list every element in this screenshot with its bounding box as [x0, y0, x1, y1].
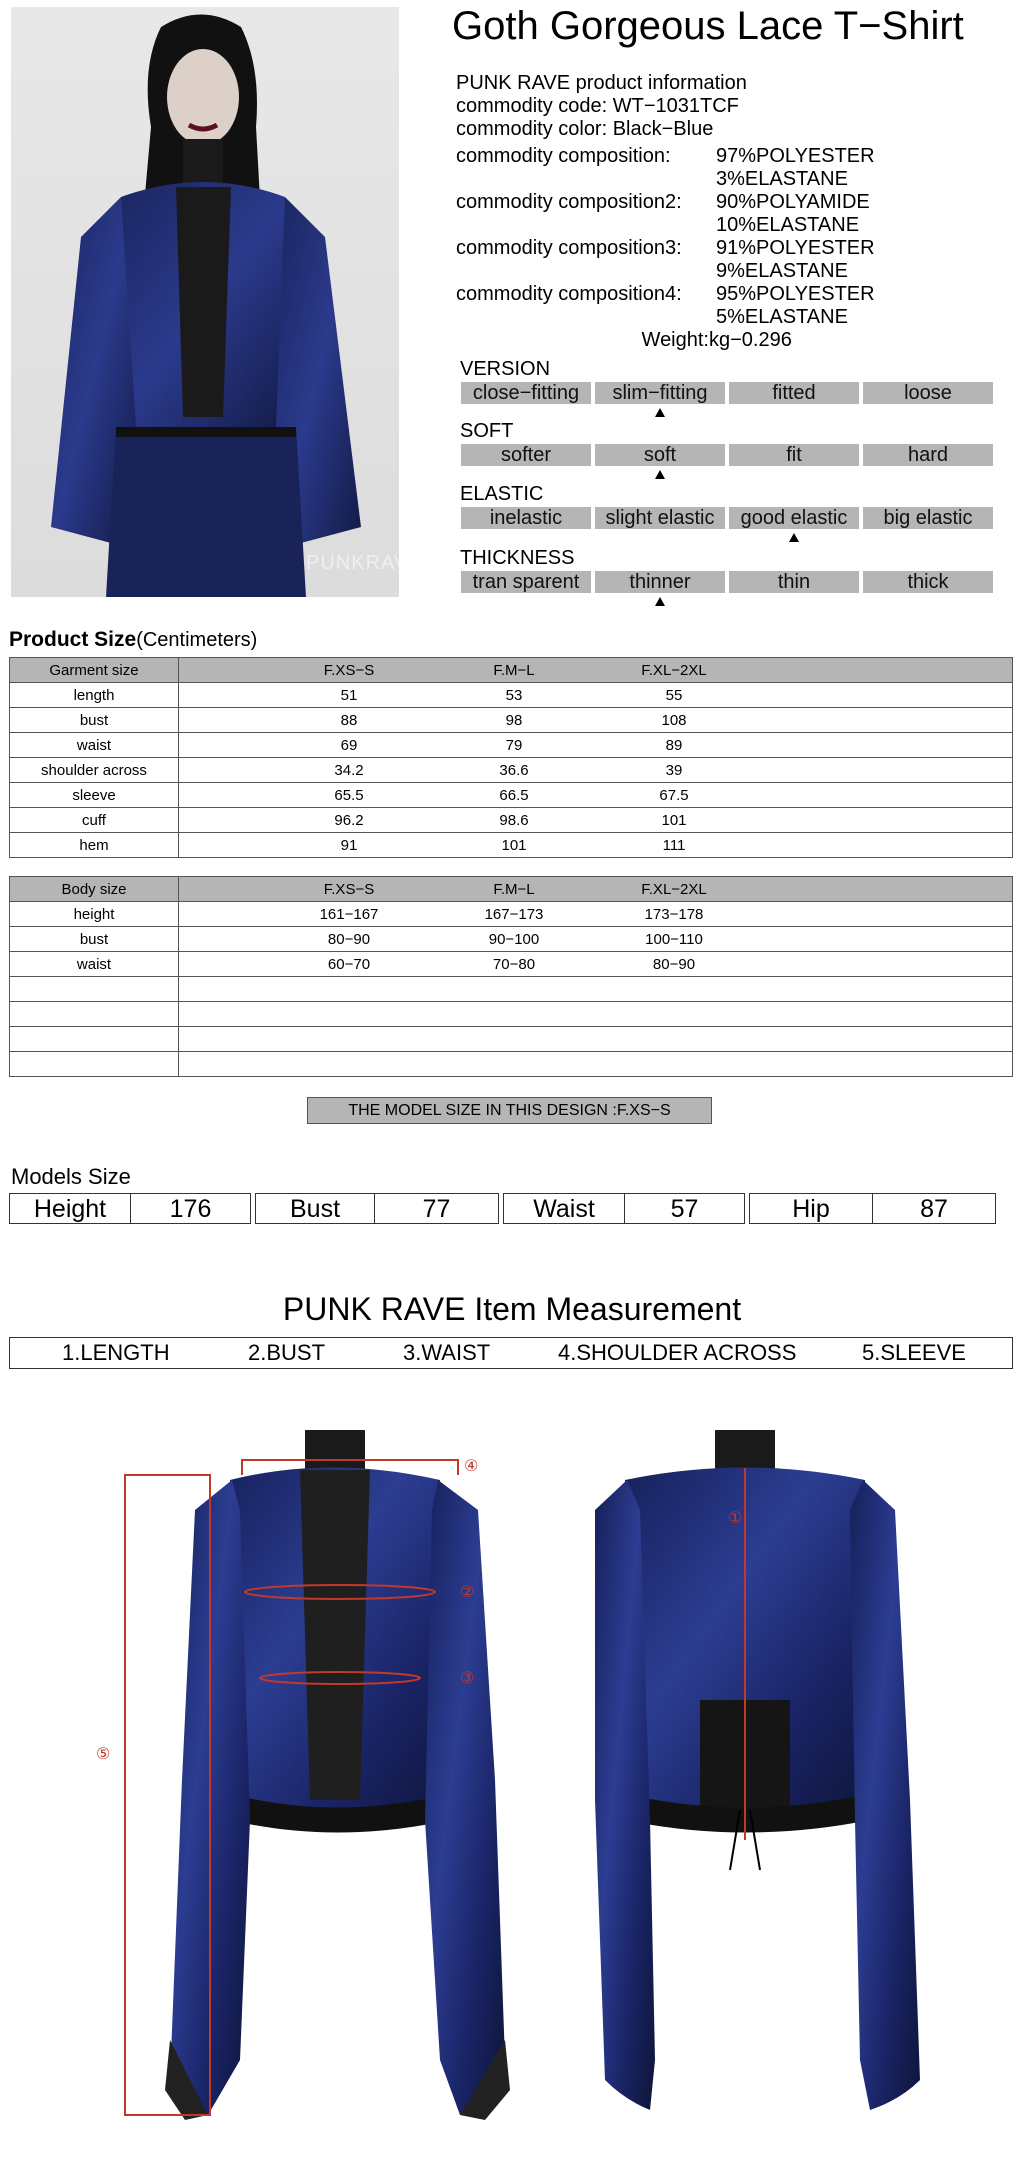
table-cell-group — [179, 683, 1013, 708]
table-cell: 53 — [505, 686, 523, 704]
model-measure-value: 87 — [873, 1193, 996, 1224]
model-measure — [749, 1193, 996, 1224]
table-cell: 88 — [340, 711, 358, 729]
table-cell-group — [179, 977, 1013, 1002]
scale-option: fitted — [729, 382, 859, 404]
table-cell: bust — [10, 708, 179, 733]
composition-label: commodity composition: — [456, 145, 671, 167]
table-cell: 98.6 — [499, 811, 529, 829]
composition-value: 5%ELASTANE — [716, 306, 848, 328]
table-row — [10, 808, 1013, 833]
marker-5: ⑤ — [96, 1746, 111, 1763]
attribute-scale — [461, 382, 993, 404]
table-cell-group — [179, 783, 1013, 808]
scale-option: loose — [863, 382, 993, 404]
models-size-title: Models Size — [11, 1164, 131, 1189]
table-cell: F.XS−S — [323, 661, 375, 679]
table-cell: 101 — [661, 811, 687, 829]
table-cell: bust — [10, 927, 179, 952]
table-cell-group — [179, 658, 1013, 683]
product-size-heading — [9, 628, 257, 652]
model-measure-value: 77 — [375, 1193, 499, 1224]
table-cell-group — [179, 952, 1013, 977]
table-cell: 79 — [505, 736, 523, 754]
scale-option: tran sparent — [461, 571, 591, 593]
table-cell: cuff — [10, 808, 179, 833]
table-cell-group — [179, 733, 1013, 758]
table-cell-group — [179, 1002, 1013, 1027]
composition-row — [456, 283, 875, 329]
table-cell: 36.6 — [499, 761, 529, 779]
table-cell: height — [10, 902, 179, 927]
table-cell: 80−90 — [652, 955, 696, 973]
measurement-item: 2.BUST — [248, 1340, 326, 1365]
table-row — [10, 1052, 1013, 1077]
table-cell: 65.5 — [334, 786, 364, 804]
attribute-scale — [461, 507, 993, 529]
table-cell: 90−100 — [488, 930, 540, 948]
scale-option: slim−fitting — [595, 382, 725, 404]
measurement-legend — [9, 1337, 1013, 1369]
table-cell — [10, 977, 179, 1002]
composition-value: 90%POLYAMIDE — [716, 191, 870, 213]
table-cell-group — [179, 877, 1013, 902]
composition-value: 95%POLYESTER — [716, 283, 875, 305]
attribute-scale — [461, 571, 993, 593]
product-size-unit: (Centimeters) — [136, 629, 258, 651]
table-cell: 89 — [665, 736, 683, 754]
table-cell-group — [179, 758, 1013, 783]
table-cell: sleeve — [10, 783, 179, 808]
table-row — [10, 1002, 1013, 1027]
composition-value: 9%ELASTANE — [716, 260, 848, 282]
table-header-row — [10, 658, 1013, 683]
composition-value: 3%ELASTANE — [716, 168, 848, 190]
scale-option: thick — [863, 571, 993, 593]
composition-block — [456, 145, 875, 329]
table-cell-group — [179, 902, 1013, 927]
scale-option: inelastic — [461, 507, 591, 529]
code-value: WT−1031TCF — [612, 95, 739, 117]
scale-option: big elastic — [863, 507, 993, 529]
weight-label: Weight: — [641, 329, 709, 351]
garment-diagram — [0, 1400, 1024, 2154]
table-row — [10, 927, 1013, 952]
measurement-diagram — [0, 1400, 1024, 2154]
marker-3: ③ — [460, 1670, 475, 1687]
table-cell: 96.2 — [334, 811, 364, 829]
scale-option: slight elastic — [595, 507, 725, 529]
table-cell-group — [179, 833, 1013, 858]
table-cell: 98 — [505, 711, 523, 729]
table-cell: 101 — [501, 836, 527, 854]
table-cell: waist — [10, 952, 179, 977]
composition-row — [456, 191, 875, 237]
composition-value: 97%POLYESTER — [716, 145, 875, 167]
table-cell: 80−90 — [327, 930, 371, 948]
selected-marker-icon — [655, 597, 665, 606]
attribute-scale — [461, 444, 993, 466]
marker-4: ④ — [464, 1458, 479, 1475]
scale-option: softer — [461, 444, 591, 466]
table-cell: 51 — [340, 686, 358, 704]
model-measure — [9, 1193, 251, 1224]
measurement-title: PUNK RAVE Item Measurement — [282, 1291, 742, 1327]
table-cell: 66.5 — [499, 786, 529, 804]
table-cell: 69 — [340, 736, 358, 754]
composition-label: commodity composition4: — [456, 283, 682, 305]
measurement-item: 3.WAIST — [403, 1340, 491, 1365]
selected-marker-icon — [655, 408, 665, 417]
model-measure — [503, 1193, 745, 1224]
product-size-title: Product Size — [9, 628, 137, 651]
attribute-title: THICKNESS — [460, 547, 575, 569]
table-cell: F.M−L — [493, 880, 535, 898]
table-cell — [10, 1027, 179, 1052]
table-cell: 111 — [662, 836, 686, 854]
table-cell-group — [179, 708, 1013, 733]
models-size-row — [9, 1193, 996, 1224]
table-cell: 39 — [665, 761, 683, 779]
scale-option: soft — [595, 444, 725, 466]
table-row — [10, 708, 1013, 733]
composition-row — [456, 145, 875, 191]
product-info — [456, 72, 875, 352]
table-cell: F.M−L — [493, 661, 535, 679]
garment-size-table — [9, 657, 1013, 858]
scale-option: fit — [729, 444, 859, 466]
table-cell-group — [179, 1052, 1013, 1077]
model-measure-value: 176 — [131, 1193, 251, 1224]
scale-option: hard — [863, 444, 993, 466]
marker-2: ② — [460, 1584, 475, 1601]
selected-marker-icon — [655, 470, 665, 479]
photo-watermark: PUNKRAVE — [306, 552, 423, 574]
table-cell: 70−80 — [492, 955, 536, 973]
color-value: Black−Blue — [612, 118, 714, 140]
composition-value: 10%ELASTANE — [716, 214, 860, 236]
table-cell: 60−70 — [327, 955, 371, 973]
color-label: commodity color: — [456, 118, 608, 140]
table-cell: F.XL−2XL — [641, 880, 707, 898]
body-size-table — [9, 876, 1013, 1077]
table-cell: shoulder across — [10, 758, 179, 783]
front-view — [165, 1430, 510, 2120]
table-row — [10, 1027, 1013, 1052]
code-label: commodity code: — [456, 95, 608, 117]
table-cell: 67.5 — [659, 786, 689, 804]
model-measure-label: Waist — [503, 1193, 625, 1224]
table-cell: 34.2 — [334, 761, 364, 779]
table-cell: hem — [10, 833, 179, 858]
model-size-note: THE MODEL SIZE IN THIS DESIGN :F.XS−S — [307, 1097, 712, 1124]
table-cell: 100−110 — [645, 930, 703, 948]
model-measure — [255, 1193, 499, 1224]
table-cell: 173−178 — [644, 905, 704, 923]
measurement-item: 1.LENGTH — [62, 1340, 170, 1365]
table-row — [10, 733, 1013, 758]
table-row — [10, 783, 1013, 808]
composition-row — [456, 237, 875, 283]
info-heading: PUNK RAVE product information — [456, 72, 747, 94]
table-cell-group — [179, 808, 1013, 833]
table-cell — [10, 1052, 179, 1077]
table-cell: Garment size — [10, 658, 179, 683]
table-row — [10, 952, 1013, 977]
attribute-title: VERSION — [460, 358, 551, 380]
table-row — [10, 758, 1013, 783]
selected-marker-icon — [789, 533, 799, 542]
product-photo — [11, 7, 423, 597]
scale-option: thin — [729, 571, 859, 593]
table-cell: 91 — [340, 836, 358, 854]
table-cell: 167−173 — [484, 905, 544, 923]
table-cell: 161−167 — [319, 905, 379, 923]
table-row — [10, 683, 1013, 708]
table-row — [10, 977, 1013, 1002]
measurement-item: 4.SHOULDER ACROSS — [558, 1340, 797, 1365]
model-measure-label: Hip — [749, 1193, 873, 1224]
composition-value: 91%POLYESTER — [716, 237, 875, 259]
model-measure-value: 57 — [625, 1193, 745, 1224]
weight-value: kg−0.296 — [709, 329, 792, 351]
model-photo-illustration — [11, 7, 399, 597]
table-cell — [10, 1002, 179, 1027]
table-row — [10, 902, 1013, 927]
model-measure-label: Height — [9, 1193, 131, 1224]
composition-label: commodity composition2: — [456, 191, 682, 213]
scale-option: good elastic — [729, 507, 859, 529]
table-cell: F.XS−S — [323, 880, 375, 898]
back-view — [595, 1430, 920, 2110]
attribute-title: ELASTIC — [460, 483, 544, 505]
table-cell-group — [179, 927, 1013, 952]
table-cell: length — [10, 683, 179, 708]
measurement-item: 5.SLEEVE — [862, 1340, 966, 1365]
marker-1: ① — [728, 1510, 743, 1527]
table-cell: 55 — [665, 686, 683, 704]
table-cell: waist — [10, 733, 179, 758]
table-cell: 108 — [661, 711, 687, 729]
table-cell-group — [179, 1027, 1013, 1052]
table-cell: Body size — [10, 877, 179, 902]
composition-label: commodity composition3: — [456, 237, 682, 259]
scale-option: close−fitting — [461, 382, 591, 404]
scale-option: thinner — [595, 571, 725, 593]
table-row — [10, 833, 1013, 858]
attribute-title: SOFT — [460, 420, 514, 442]
model-measure-label: Bust — [255, 1193, 375, 1224]
table-cell: F.XL−2XL — [641, 661, 707, 679]
table-header-row — [10, 877, 1013, 902]
product-title: Goth Gorgeous Lace T−Shirt — [452, 4, 964, 48]
